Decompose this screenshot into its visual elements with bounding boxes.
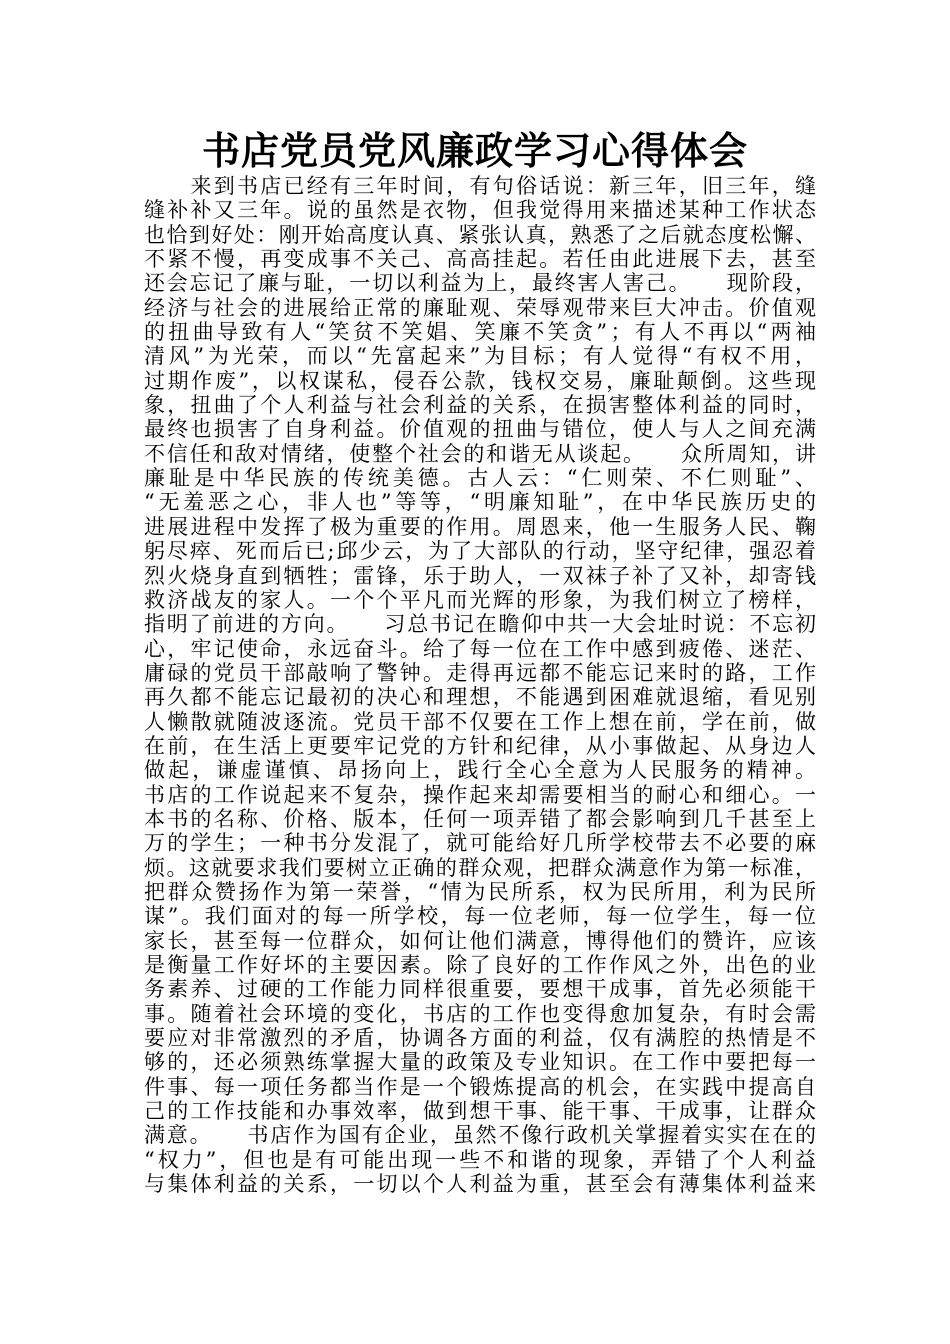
body-line: 烈火烧身直到牺牲；雷锋，乐于助人，一双袜子补了又补，却寄钱: [144, 563, 819, 588]
body-line: 烦。这就要求我们要树立正确的群众观，把群众满意作为第一标准，: [144, 855, 818, 880]
body-line: 事。随着社会环境的变化，书店的工作也变得愈加复杂，有时会需: [144, 1001, 819, 1026]
body-line: 家长，甚至每一位群众，如何让他们满意，博得他们的赞许，应该: [144, 928, 819, 953]
body-line: 是衡量工作好坏的主要因素。除了良好的工作作风之外，出色的业: [144, 953, 819, 977]
body-line: 象，扭曲了个人利益与社会利益的关系，在损害整体利益的同时，: [144, 393, 819, 418]
body-line: 谋”。我们面对的每一所学校，每一位老师，每一位学生，每一位: [144, 904, 819, 929]
body-line: 再久都不能忘记最初的决心和理想，不能遇到困难就退缩，看见别: [144, 685, 819, 710]
body-line: 进展进程中发挥了极为重要的作用。周恩来，他一生服务人民、鞠: [144, 514, 819, 539]
body-line: 的扭曲导致有人“笑贫不笑娼、笑廉不笑贪”；有人不再以“两袖: [144, 320, 820, 345]
body-line: “无羞恶之心，非人也”等等，“明廉知耻”，在中华民族历史的: [144, 490, 820, 515]
body-line: 够的，还必须熟练掌握大量的政策及专业知识。在工作中要把每一: [144, 1050, 819, 1075]
body-line: 本书的名称、价格、版本，任何一项弄错了都会影响到几千甚至上: [144, 806, 819, 831]
body-line: 不信任和敌对情绪，使整个社会的和谐无从谈起。 众所周知，讲: [144, 441, 818, 466]
body-line: 万的学生；一种书分发混了，就可能给好几所学校带去不必要的麻: [144, 831, 819, 856]
body-line: 来到书店已经有三年时间，有句俗话说：新三年，旧三年，缝: [144, 174, 819, 198]
body-line: 缝补补又三年。说的虽然是衣物，但我觉得用来描述某种工作状态: [144, 198, 819, 223]
body-line: 在前，在生活上更要牢记党的方针和纪律，从小事做起、从身边人: [144, 733, 819, 758]
body-line: 救济战友的家人。一个个平凡而光辉的形象，为我们树立了榜样，: [144, 587, 819, 612]
body-line: 满意。 书店作为国有企业，虽然不像行政机关掌握着实实在在的: [144, 1123, 818, 1148]
body-line: 件事、每一项任务都当作是一个锻炼提高的机会，在实践中提高自: [144, 1074, 819, 1099]
body-line: 己的工作技能和办事效率，做到想干事、能干事、干成事，让群众: [144, 1099, 819, 1124]
document-body: [144, 174, 820, 1197]
body-line: 与集体利益的关系，一切以个人利益为重，甚至会有薄集体利益来: [144, 1172, 819, 1197]
body-line: 指明了前进的方向。 习总书记在瞻仰中共一大会址时说：不忘初: [144, 612, 818, 637]
body-line: 也恰到好处：刚开始高度认真、紧张认真，熟悉了之后就态度松懈、: [144, 222, 818, 247]
body-line: 过期作废”，以权谋私，侵吞公款，钱权交易，廉耻颠倒。这些现: [144, 368, 819, 393]
body-line: 要应对非常激烈的矛盾，协调各方面的利益，仅有满腔的热情是不: [144, 1026, 819, 1051]
body-line: 躬尽瘁、死而后已;邱少云，为了大部队的行动，坚守纪律，强忍着: [144, 539, 818, 564]
body-line: 廉耻是中华民族的传统美德。古人云：“仁则荣、不仁则耻”、: [144, 466, 820, 491]
body-line: 务素养、过硬的工作能力同样很重要，要想干成事，首先必须能干: [144, 977, 819, 1002]
body-line: 做起，谦虚谨慎、昂扬向上，践行全心全意为人民服务的精神。: [144, 758, 820, 783]
body-line: 庸碌的党员干部敲响了警钟。走得再远都不能忘记来时的路，工作: [144, 660, 819, 685]
body-line: 最终也损害了自身利益。价值观的扭曲与错位，使人与人之间充满: [144, 417, 819, 442]
body-line: 把群众赞扬作为第一荣誉，“情为民所系，权为民所用，利为民所: [144, 879, 819, 904]
body-line: “权力”，但也是有可能出现一些不和谐的现象，弄错了个人利益: [144, 1147, 819, 1172]
body-line: 人懒散就随波逐流。党员干部不仅要在工作上想在前，学在前，做: [144, 709, 819, 734]
body-line: 经济与社会的进展给正常的廉耻观、荣辱观带来巨大冲击。价值观: [144, 295, 819, 320]
body-line: 书店的工作说起来不复杂，操作起来却需要相当的耐心和细心。一: [144, 782, 819, 807]
body-line: 还会忘记了廉与耻，一切以利益为上，最终害人害己。 现阶段，: [144, 271, 818, 296]
body-line: 心，牢记使命，永远奋斗。给了每一位在工作中感到疲倦、迷茫、: [144, 636, 819, 661]
body-line: 不紧不慢，再变成事不关己、高高挂起。若任由此进展下去，甚至: [144, 247, 819, 272]
document-title: 书店党员党风廉政学习心得体会: [201, 128, 748, 173]
body-line: 清风”为光荣，而以“先富起来”为目标；有人觉得“有权不用，: [144, 344, 820, 369]
